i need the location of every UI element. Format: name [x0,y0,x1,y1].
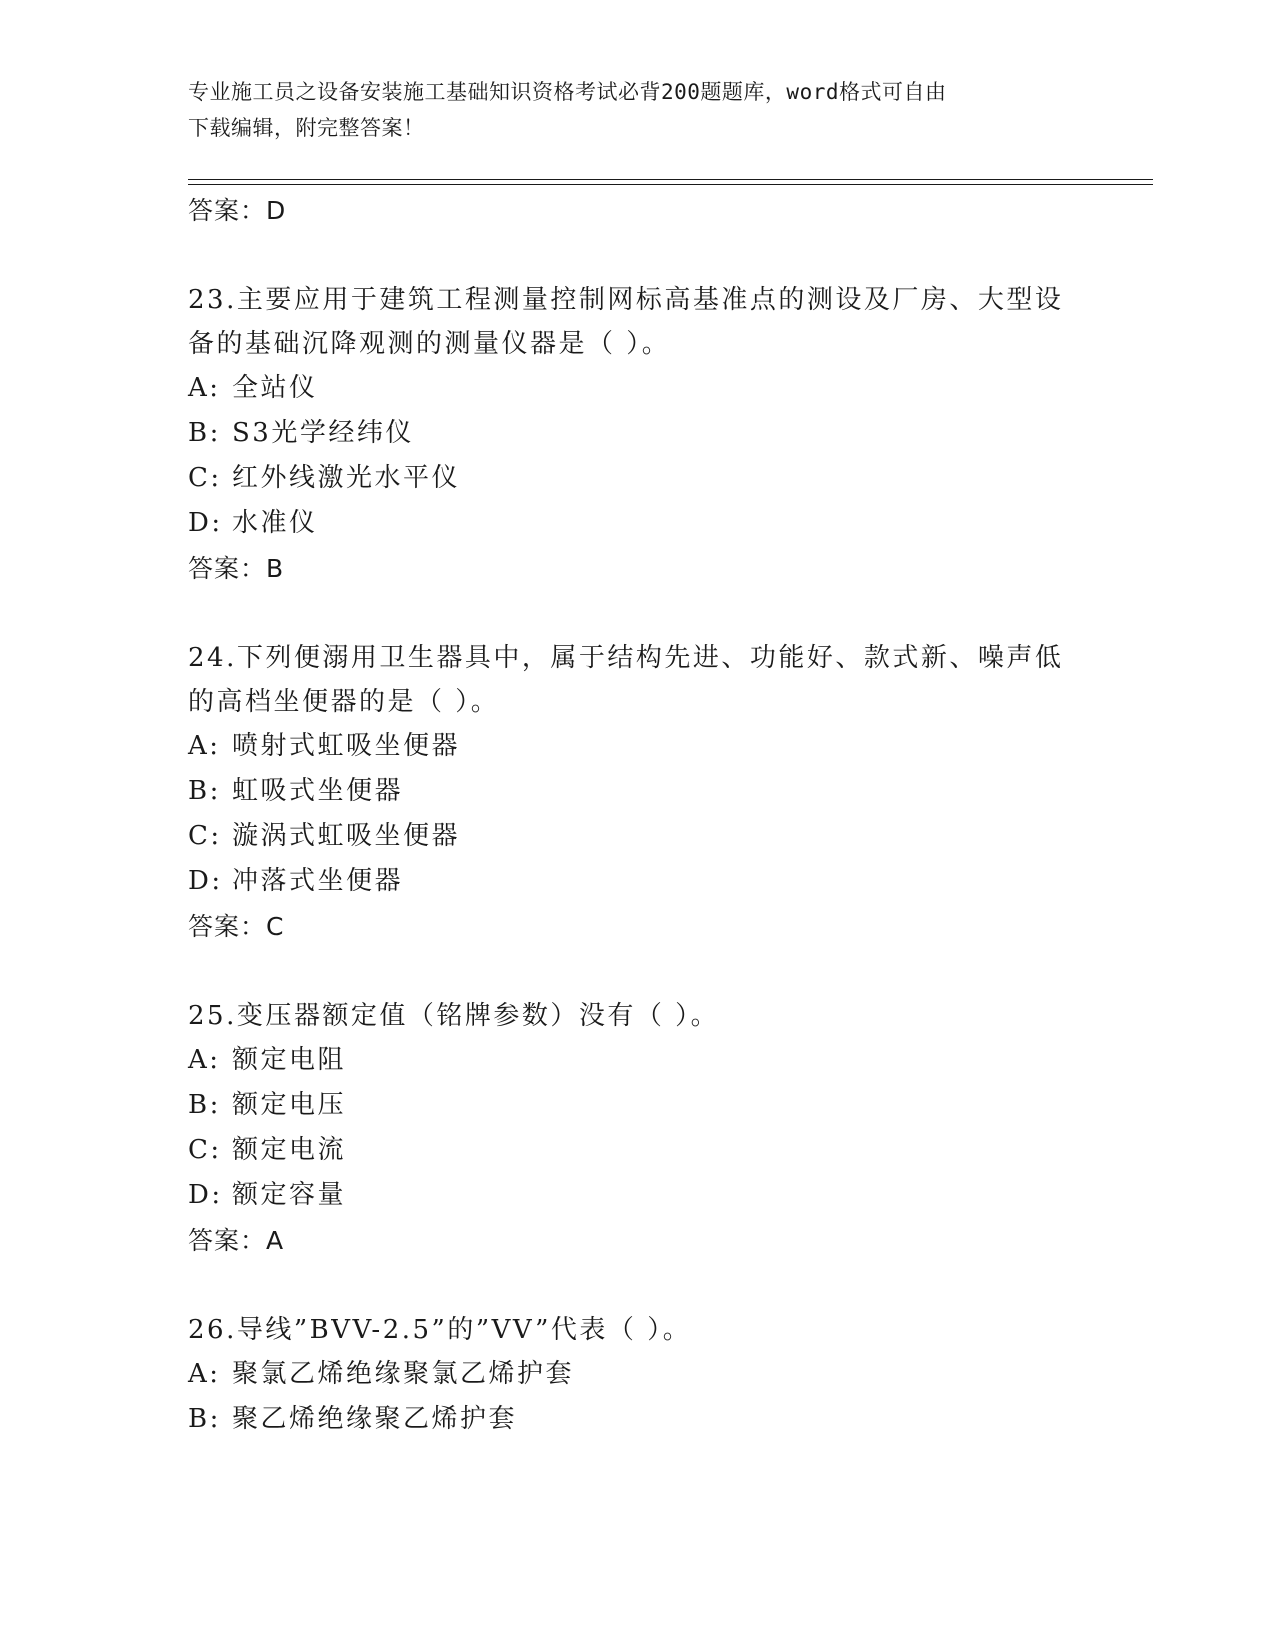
header-rule-bottom [188,184,1153,185]
option-d [188,1173,1108,1218]
option-d [188,859,1108,904]
option-c [188,1128,1108,1173]
option-a [188,1038,1108,1083]
header-line-1: 专业施工员之设备安装施工基础知识资格考试必背200题题库，word格式可自由 [188,80,947,104]
option-letter: A: [188,1045,221,1075]
document-body [188,188,1108,1442]
option-letter: D: [188,1180,223,1210]
option-letter: A: [188,731,221,761]
option-d [188,501,1108,546]
option-a [188,724,1108,769]
option-b [188,1397,1108,1442]
option-a [188,366,1108,411]
answer-22: 答案：D [188,196,287,225]
option-letter: A: [188,373,221,403]
answer-24: 答案：C [188,912,285,941]
option-letter: C: [188,1135,222,1165]
option-text: 额定电流 [232,1135,347,1165]
question-stem-continued: 备的基础沉降观测的测量仪器是（ ）。 [188,329,671,359]
spacer [188,950,1108,994]
option-text: 全站仪 [232,373,318,403]
header-rule-top [188,179,1153,180]
option-c [188,814,1108,859]
option-text: S3光学经纬仪 [232,418,414,448]
question-stem-continued: 的高档坐便器的是（ ）。 [188,687,500,717]
spacer [188,234,1108,278]
document-header [188,74,1088,146]
option-b [188,1083,1108,1128]
question-25 [188,994,1108,1264]
question-24 [188,636,1108,950]
option-letter: B: [188,1404,221,1434]
answer-23: 答案：B [188,554,285,583]
answer-25: 答案：A [188,1226,285,1255]
spacer [188,592,1108,636]
option-text: 额定容量 [232,1180,347,1210]
option-text: 喷射式虹吸坐便器 [232,731,461,761]
option-text: 聚乙烯绝缘聚乙烯护套 [232,1404,518,1434]
option-letter: D: [188,508,223,538]
question-23 [188,278,1108,592]
option-text: 冲落式坐便器 [232,866,404,896]
question-stem: 24.下列便溺用卫生器具中，属于结构先进、功能好、款式新、噪声低 [188,643,1064,673]
option-text: 聚氯乙烯绝缘聚氯乙烯护套 [232,1359,575,1389]
option-c [188,456,1108,501]
option-letter: C: [188,463,222,493]
question-stem: 23.主要应用于建筑工程测量控制网标高基准点的测设及厂房、大型设 [188,285,1064,315]
option-text: 额定电阻 [232,1045,347,1075]
option-text: 额定电压 [232,1090,347,1120]
question-stem: 26.导线”BVV-2.5”的”VV”代表（ ）。 [188,1315,692,1345]
option-b [188,411,1108,456]
option-letter: B: [188,1090,221,1120]
option-b [188,769,1108,814]
option-letter: B: [188,776,221,806]
question-26 [188,1308,1108,1442]
question-stem: 25.变压器额定值（铭牌参数）没有（ ）。 [188,1001,720,1031]
option-letter: A: [188,1359,221,1389]
option-text: 漩涡式虹吸坐便器 [232,821,461,851]
option-text: 红外线激光水平仪 [232,463,461,493]
option-letter: D: [188,866,223,896]
option-text: 虹吸式坐便器 [232,776,404,806]
option-letter: B: [188,418,221,448]
header-line-2: 下载编辑，附完整答案！ [188,116,425,140]
spacer [188,1264,1108,1308]
option-a [188,1352,1108,1397]
option-text: 水准仪 [232,508,318,538]
option-letter: C: [188,821,222,851]
